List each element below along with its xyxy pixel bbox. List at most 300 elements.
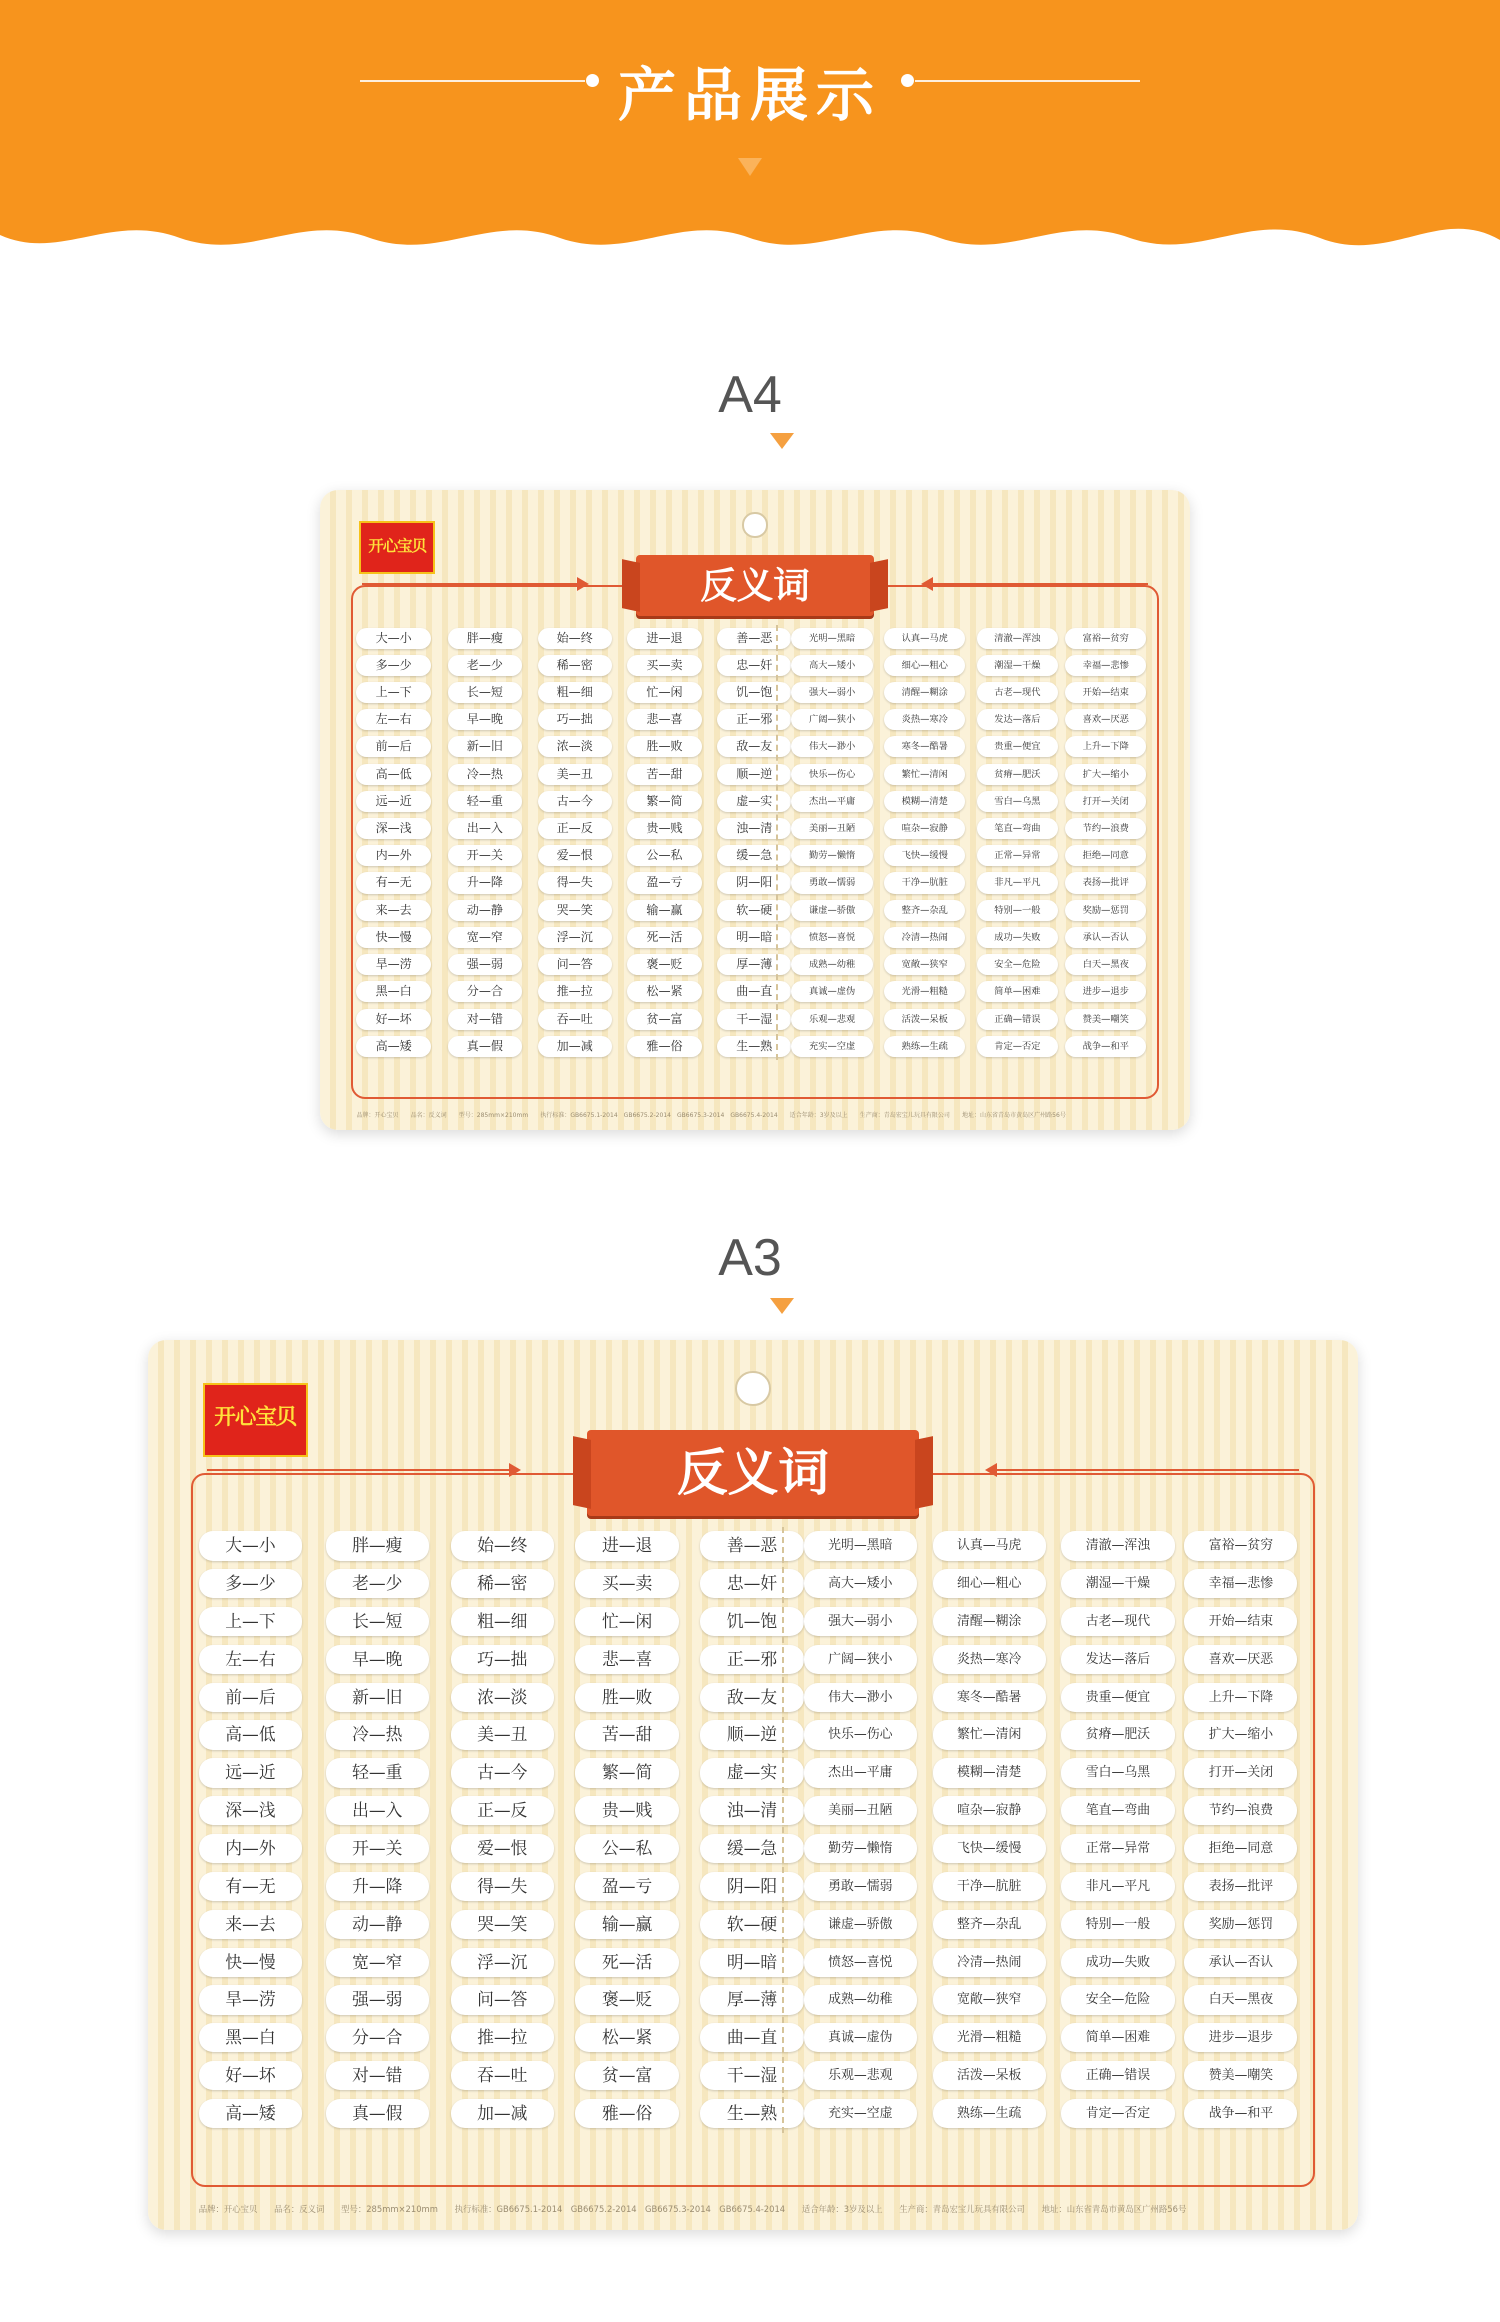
antonym-pair: 美—丑 — [451, 1720, 554, 1749]
antonym-pair: 古老—现代 — [977, 682, 1058, 703]
antonym-pair: 粗—细 — [538, 682, 612, 703]
antonym-pair: 黑—白 — [356, 981, 430, 1002]
antonym-pair: 爱—恨 — [538, 845, 612, 866]
antonym-pair: 悲—喜 — [627, 709, 701, 730]
banner-background — [0, 0, 1500, 265]
antonym-pair: 得—失 — [538, 872, 612, 893]
antonym-pair: 繁—简 — [627, 791, 701, 812]
antonym-pair: 飞快—缓慢 — [933, 1834, 1046, 1863]
antonym-pair: 高—低 — [199, 1720, 302, 1749]
antonym-pair: 广阔—狭小 — [791, 709, 872, 730]
word-column — [977, 628, 1058, 1057]
antonym-pair: 安全—危险 — [1061, 1985, 1174, 2014]
antonym-pair: 上—下 — [199, 1607, 302, 1636]
antonym-pair: 输—赢 — [575, 1910, 678, 1939]
antonym-pair: 强大—弱小 — [804, 1607, 917, 1636]
antonym-pair: 动—静 — [448, 900, 522, 921]
antonym-pair: 远—近 — [199, 1758, 302, 1787]
antonym-pair: 赞美—嘲笑 — [1184, 2061, 1297, 2090]
antonym-pair: 高—矮 — [356, 1036, 430, 1057]
word-column — [1184, 1531, 1297, 2128]
antonym-pair: 买—卖 — [575, 1569, 678, 1598]
antonym-pair: 巧—拙 — [538, 709, 612, 730]
antonym-pair: 承认—否认 — [1065, 927, 1146, 948]
antonym-pair: 模糊—清楚 — [933, 1758, 1046, 1787]
antonym-pair: 老—少 — [326, 1569, 429, 1598]
antonym-pair: 真—假 — [448, 1036, 522, 1057]
antonym-pair: 干—湿 — [717, 1009, 791, 1030]
antonym-pair: 拒绝—同意 — [1065, 845, 1146, 866]
antonym-pair: 肯定—否定 — [977, 1036, 1058, 1057]
antonym-pair: 贫—富 — [627, 1009, 701, 1030]
antonym-pair: 胖—瘦 — [326, 1531, 429, 1560]
antonym-pair: 公—私 — [575, 1834, 678, 1863]
antonym-pair: 阴—阳 — [717, 872, 791, 893]
antonym-pair: 加—减 — [538, 1036, 612, 1057]
antonym-pair: 吞—吐 — [451, 2061, 554, 2090]
antonym-pair: 特别—一般 — [977, 900, 1058, 921]
antonym-pair: 开始—结束 — [1184, 1607, 1297, 1636]
antonym-pair: 承认—否认 — [1184, 1948, 1297, 1977]
antonym-pair: 强大—弱小 — [791, 682, 872, 703]
antonym-pair: 推—拉 — [538, 981, 612, 1002]
antonym-pair: 快乐—伤心 — [804, 1720, 917, 1749]
antonym-pair: 伟大—渺小 — [791, 736, 872, 757]
size-label-a3: A3 — [718, 1229, 782, 1287]
hanging-hole-icon — [742, 512, 767, 537]
antonym-pair: 长—短 — [448, 682, 522, 703]
antonym-pair: 浊—清 — [700, 1796, 803, 1825]
word-column — [1065, 628, 1146, 1057]
antonym-pair: 胜—败 — [575, 1683, 678, 1712]
antonym-pair: 成功—失败 — [1061, 1948, 1174, 1977]
antonym-pair: 正—邪 — [717, 709, 791, 730]
board-title: 反义词 — [587, 1430, 919, 1516]
antonym-pair: 买—卖 — [627, 655, 701, 676]
antonym-pair: 贵重—便宜 — [1061, 1683, 1174, 1712]
antonym-pair: 大—小 — [356, 628, 430, 649]
banner — [0, 0, 1500, 265]
word-column — [717, 628, 791, 1057]
antonym-pair: 软—硬 — [700, 1910, 803, 1939]
antonym-pair: 稀—密 — [451, 1569, 554, 1598]
antonym-pair: 稀—密 — [538, 655, 612, 676]
antonym-pair: 高大—矮小 — [804, 1569, 917, 1598]
antonym-pair: 敌—友 — [700, 1683, 803, 1712]
antonym-pair: 愤怒—喜悦 — [791, 927, 872, 948]
antonym-pair: 顺—逆 — [717, 764, 791, 785]
antonym-pair: 高—低 — [356, 764, 430, 785]
antonym-pair: 富裕—贫穷 — [1184, 1531, 1297, 1560]
antonym-pair: 吞—吐 — [538, 1009, 612, 1030]
column-divider — [782, 1527, 784, 2133]
antonym-pair: 上升—下降 — [1184, 1683, 1297, 1712]
antonym-pair: 虚—实 — [717, 791, 791, 812]
antonym-pair: 进步—退步 — [1184, 2023, 1297, 2052]
antonym-pair: 分—合 — [448, 981, 522, 1002]
antonym-pair: 战争—和平 — [1184, 2099, 1297, 2128]
antonym-pair: 炎热—寒冷 — [933, 1645, 1046, 1674]
antonym-pair: 扩大—缩小 — [1065, 764, 1146, 785]
antonym-pair: 新—旧 — [448, 736, 522, 757]
antonym-pair: 顺—逆 — [700, 1720, 803, 1749]
antonym-pair: 曲—直 — [700, 2023, 803, 2052]
antonym-pair: 冷清—热闹 — [933, 1948, 1046, 1977]
antonym-pair: 幸福—悲惨 — [1065, 655, 1146, 676]
triangle-down-icon — [770, 1298, 794, 1314]
antonym-pair: 勤劳—懒惰 — [791, 845, 872, 866]
antonym-pair: 胜—败 — [627, 736, 701, 757]
antonym-pair: 繁忙—清闲 — [933, 1720, 1046, 1749]
antonym-pair: 正确—错误 — [977, 1009, 1058, 1030]
word-column — [933, 1531, 1046, 2128]
antonym-pair: 清澈—浑浊 — [1061, 1531, 1174, 1560]
antonym-pair: 活泼—呆板 — [884, 1009, 965, 1030]
antonym-pair: 愤怒—喜悦 — [804, 1948, 917, 1977]
word-column — [538, 628, 612, 1057]
antonym-pair: 宽—窄 — [448, 927, 522, 948]
antonym-pair: 喧杂—寂静 — [884, 818, 965, 839]
antonym-pair: 浓—淡 — [451, 1683, 554, 1712]
antonym-pair: 高—矮 — [199, 2099, 302, 2128]
antonym-pair: 浮—沉 — [451, 1948, 554, 1977]
word-column — [884, 628, 965, 1057]
antonym-pair: 飞快—缓慢 — [884, 845, 965, 866]
antonym-pair: 松—紧 — [575, 2023, 678, 2052]
antonym-pair: 真诚—虚伪 — [804, 2023, 917, 2052]
antonym-pair: 喧杂—寂静 — [933, 1796, 1046, 1825]
antonym-pair: 寒冬—酷暑 — [884, 736, 965, 757]
word-column — [791, 628, 872, 1057]
antonym-pair: 谦虚—骄傲 — [804, 1910, 917, 1939]
word-column — [448, 628, 522, 1057]
antonym-pair: 寒冬—酷暑 — [933, 1683, 1046, 1712]
antonym-pair: 繁忙—清闲 — [884, 764, 965, 785]
antonym-pair: 轻—重 — [448, 791, 522, 812]
antonym-pair: 死—活 — [627, 927, 701, 948]
antonym-pair: 正—邪 — [700, 1645, 803, 1674]
antonym-pair: 内—外 — [356, 845, 430, 866]
word-column — [451, 1531, 554, 2128]
antonym-pair: 熟练—生疏 — [884, 1036, 965, 1057]
antonym-pair: 缓—急 — [717, 845, 791, 866]
antonym-pair: 始—终 — [538, 628, 612, 649]
antonym-pair: 繁—简 — [575, 1758, 678, 1787]
antonym-pair: 发达—落后 — [977, 709, 1058, 730]
antonym-pair: 浊—清 — [717, 818, 791, 839]
antonym-pair: 大—小 — [199, 1531, 302, 1560]
antonym-pair: 扩大—缩小 — [1184, 1720, 1297, 1749]
antonym-pair: 旱—涝 — [356, 954, 430, 975]
antonym-pair: 轻—重 — [326, 1758, 429, 1787]
antonym-pair: 始—终 — [451, 1531, 554, 1560]
size-label-a4: A4 — [718, 366, 782, 424]
antonym-pair: 古—今 — [451, 1758, 554, 1787]
antonym-pair: 勇敢—懦弱 — [804, 1872, 917, 1901]
antonym-pair: 软—硬 — [717, 900, 791, 921]
antonym-pair: 忠—奸 — [700, 1569, 803, 1598]
antonym-pair: 死—活 — [575, 1948, 678, 1977]
arrow-left-icon — [987, 1469, 1299, 1471]
antonym-pair: 来—去 — [199, 1910, 302, 1939]
antonym-pair: 古老—现代 — [1061, 1607, 1174, 1636]
antonym-pair: 笔直—弯曲 — [1061, 1796, 1174, 1825]
antonym-pair: 认真—马虎 — [884, 628, 965, 649]
antonym-pair: 多—少 — [356, 655, 430, 676]
antonym-pair: 炎热—寒冷 — [884, 709, 965, 730]
antonym-pair: 赞美—嘲笑 — [1065, 1009, 1146, 1030]
antonym-pair: 真—假 — [326, 2099, 429, 2128]
antonym-pair: 苦—甜 — [627, 764, 701, 785]
antonym-pair: 长—短 — [326, 1607, 429, 1636]
antonym-pair: 早—晚 — [448, 709, 522, 730]
antonym-pair: 明—暗 — [700, 1948, 803, 1977]
antonym-pair: 乐观—悲观 — [791, 1009, 872, 1030]
antonym-pair: 正—反 — [538, 818, 612, 839]
antonym-pair: 节约—浪费 — [1184, 1796, 1297, 1825]
antonym-pair: 充实—空虚 — [791, 1036, 872, 1057]
antonym-pair: 打开—关闭 — [1184, 1758, 1297, 1787]
antonym-pair: 上升—下降 — [1065, 736, 1146, 757]
triangle-down-icon — [770, 433, 794, 449]
antonym-pair: 进步—退步 — [1065, 981, 1146, 1002]
antonym-pair: 宽敞—狭窄 — [933, 1985, 1046, 2014]
antonym-pair: 上—下 — [356, 682, 430, 703]
antonym-pair: 忙—闲 — [627, 682, 701, 703]
antonym-pair: 浮—沉 — [538, 927, 612, 948]
antonym-pair: 进—退 — [627, 628, 701, 649]
antonym-pair: 乐观—悲观 — [804, 2061, 917, 2090]
word-column — [326, 1531, 429, 2128]
antonym-pair: 褒—贬 — [575, 1985, 678, 2014]
antonym-pair: 生—熟 — [717, 1036, 791, 1057]
antonym-pair: 问—答 — [451, 1985, 554, 2014]
antonym-pair: 表扬—批评 — [1184, 1872, 1297, 1901]
antonym-pair: 节约—浪费 — [1065, 818, 1146, 839]
antonym-pair: 松—紧 — [627, 981, 701, 1002]
word-column — [700, 1531, 803, 2128]
antonym-pair: 表扬—批评 — [1065, 872, 1146, 893]
antonym-pair: 光明—黑暗 — [804, 1531, 917, 1560]
antonym-pair: 开始—结束 — [1065, 682, 1146, 703]
antonym-pair: 升—降 — [448, 872, 522, 893]
antonym-pair: 简单—困难 — [1061, 2023, 1174, 2052]
antonym-pair: 进—退 — [575, 1531, 678, 1560]
antonym-pair: 真诚—虚伪 — [791, 981, 872, 1002]
antonym-pair: 光滑—粗糙 — [884, 981, 965, 1002]
antonym-pair: 左—右 — [356, 709, 430, 730]
antonym-pair: 细心—粗心 — [933, 1569, 1046, 1598]
antonym-pair: 雅—俗 — [627, 1036, 701, 1057]
antonym-pair: 雪白—乌黑 — [1061, 1758, 1174, 1787]
antonym-pair: 输—赢 — [627, 900, 701, 921]
antonym-pair: 胖—瘦 — [448, 628, 522, 649]
antonym-pair: 开—关 — [326, 1834, 429, 1863]
word-column — [804, 1531, 917, 2128]
antonym-pair: 整齐—杂乱 — [933, 1910, 1046, 1939]
antonym-pair: 冷清—热闹 — [884, 927, 965, 948]
antonym-pair: 哭—笑 — [538, 900, 612, 921]
word-column — [356, 628, 430, 1057]
antonym-pair: 活泼—呆板 — [933, 2061, 1046, 2090]
antonym-pair: 深—浅 — [199, 1796, 302, 1825]
antonym-pair: 宽敞—狭窄 — [884, 954, 965, 975]
antonym-pair: 好—坏 — [199, 2061, 302, 2090]
antonym-pair: 粗—细 — [451, 1607, 554, 1636]
antonym-pair: 富裕—贫穷 — [1065, 628, 1146, 649]
antonym-pair: 远—近 — [356, 791, 430, 812]
antonym-pair: 加—减 — [451, 2099, 554, 2128]
board-a3 — [148, 1340, 1358, 2230]
brand-logo: 开心宝贝 — [203, 1383, 308, 1457]
antonym-pair: 有—无 — [356, 872, 430, 893]
antonym-pair: 忙—闲 — [575, 1607, 678, 1636]
board-a4 — [320, 490, 1190, 1130]
antonym-pair: 成熟—幼稚 — [791, 954, 872, 975]
antonym-pair: 伟大—渺小 — [804, 1683, 917, 1712]
word-column — [199, 1531, 302, 2128]
antonym-pair: 潮湿—干燥 — [977, 655, 1058, 676]
antonym-pair: 贫瘠—肥沃 — [977, 764, 1058, 785]
board-title: 反义词 — [636, 555, 875, 617]
antonym-pair: 非凡—平凡 — [977, 872, 1058, 893]
antonym-pair: 老—少 — [448, 655, 522, 676]
antonym-pair: 正常—异常 — [977, 845, 1058, 866]
antonym-pair: 内—外 — [199, 1834, 302, 1863]
arrow-right-icon — [207, 1469, 519, 1471]
antonym-pair: 贵—贱 — [627, 818, 701, 839]
antonym-pair: 早—晚 — [326, 1645, 429, 1674]
word-column — [575, 1531, 678, 2128]
antonym-pair: 厚—薄 — [700, 1985, 803, 2014]
antonym-pair: 干净—肮脏 — [884, 872, 965, 893]
column-divider — [776, 625, 778, 1061]
antonym-pair: 白天—黑夜 — [1184, 1985, 1297, 2014]
antonym-pair: 缓—急 — [700, 1834, 803, 1863]
antonym-pair: 充实—空虚 — [804, 2099, 917, 2128]
antonym-pair: 古—今 — [538, 791, 612, 812]
antonym-pair: 清醒—糊涂 — [933, 1607, 1046, 1636]
antonym-pair: 厚—薄 — [717, 954, 791, 975]
antonym-pair: 强—弱 — [326, 1985, 429, 2014]
antonym-pair: 雪白—乌黑 — [977, 791, 1058, 812]
board-footer: 品牌：开心宝贝 品名：反义词 型号：285mm×210mm 执行标准：GB6675.1-2014 GB6675.2-2014 GB6675.3-2014 GB6675.4-2014 适合年龄：3岁及以上 生产商：青岛宏宝儿玩具有限公司 地址：山东省青岛市黄岛区广州路56号 — [198, 2203, 1187, 2214]
word-column — [627, 628, 701, 1057]
antonym-pair: 安全—危险 — [977, 954, 1058, 975]
antonym-pair: 干净—肮脏 — [933, 1872, 1046, 1901]
antonym-pair: 幸福—悲惨 — [1184, 1569, 1297, 1598]
antonym-pair: 谦虚—骄傲 — [791, 900, 872, 921]
board-footer: 品牌：开心宝贝 品名：反义词 型号：285mm×210mm 执行标准：GB6675.1-2014 GB6675.2-2014 GB6675.3-2014 GB6675.4-2014 适合年龄：3岁及以上 生产商：青岛宏宝儿玩具有限公司 地址：山东省青岛市黄岛区广州路56号 — [356, 1112, 1066, 1120]
hanging-hole-icon — [735, 1371, 770, 1406]
antonym-pair: 问—答 — [538, 954, 612, 975]
antonym-pair: 熟练—生疏 — [933, 2099, 1046, 2128]
antonym-pair: 升—降 — [326, 1872, 429, 1901]
antonym-pair: 多—少 — [199, 1569, 302, 1598]
antonym-pair: 左—右 — [199, 1645, 302, 1674]
antonym-pair: 奖励—惩罚 — [1065, 900, 1146, 921]
antonym-pair: 清澈—浑浊 — [977, 628, 1058, 649]
antonym-pair: 善—恶 — [700, 1531, 803, 1560]
antonym-pair: 冷—热 — [326, 1720, 429, 1749]
antonym-pair: 正确—错误 — [1061, 2061, 1174, 2090]
antonym-pair: 贵重—便宜 — [977, 736, 1058, 757]
antonym-pair: 光明—黑暗 — [791, 628, 872, 649]
antonym-pair: 推—拉 — [451, 2023, 554, 2052]
antonym-pair: 奖励—惩罚 — [1184, 1910, 1297, 1939]
antonym-pair: 贵—贱 — [575, 1796, 678, 1825]
antonym-pair: 旱—涝 — [199, 1985, 302, 2014]
antonym-pair: 正常—异常 — [1061, 1834, 1174, 1863]
antonym-pair: 出—入 — [448, 818, 522, 839]
antonym-pair: 认真—马虎 — [933, 1531, 1046, 1560]
arrow-left-icon — [923, 583, 1148, 585]
antonym-pair: 爱—恨 — [451, 1834, 554, 1863]
antonym-pair: 贫—富 — [575, 2061, 678, 2090]
antonym-pair: 快—慢 — [199, 1948, 302, 1977]
antonym-pair: 冷—热 — [448, 764, 522, 785]
brand-logo: 开心宝贝 — [359, 521, 435, 574]
antonym-pair: 杰出—平庸 — [791, 791, 872, 812]
antonym-pair: 明—暗 — [717, 927, 791, 948]
antonym-pair: 来—去 — [356, 900, 430, 921]
antonym-pair: 高大—矮小 — [791, 655, 872, 676]
antonym-pair: 盈—亏 — [627, 872, 701, 893]
antonym-pair: 黑—白 — [199, 2023, 302, 2052]
antonym-pair: 动—静 — [326, 1910, 429, 1939]
antonym-pair: 前—后 — [199, 1683, 302, 1712]
antonym-pair: 肯定—否定 — [1061, 2099, 1174, 2128]
antonym-pair: 公—私 — [627, 845, 701, 866]
antonym-pair: 特别—一般 — [1061, 1910, 1174, 1939]
antonym-pair: 发达—落后 — [1061, 1645, 1174, 1674]
antonym-pair: 喜欢—厌恶 — [1184, 1645, 1297, 1674]
antonym-pair: 宽—窄 — [326, 1948, 429, 1977]
antonym-pair: 忠—奸 — [717, 655, 791, 676]
antonym-pair: 清醒—糊涂 — [884, 682, 965, 703]
antonym-pair: 广阔—狭小 — [804, 1645, 917, 1674]
antonym-pair: 简单—困难 — [977, 981, 1058, 1002]
antonym-pair: 得—失 — [451, 1872, 554, 1901]
antonym-pair: 生—熟 — [700, 2099, 803, 2128]
antonym-pair: 快—慢 — [356, 927, 430, 948]
banner-title: 产品展示 — [617, 61, 882, 129]
antonym-pair: 光滑—粗糙 — [933, 2023, 1046, 2052]
antonym-pair: 雅—俗 — [575, 2099, 678, 2128]
antonym-pair: 美丽—丑陋 — [804, 1796, 917, 1825]
antonym-pair: 阴—阳 — [700, 1872, 803, 1901]
antonym-pair: 勤劳—懒惰 — [804, 1834, 917, 1863]
antonym-pair: 善—恶 — [717, 628, 791, 649]
antonym-pair: 褒—贬 — [627, 954, 701, 975]
antonym-pair: 有—无 — [199, 1872, 302, 1901]
antonym-pair: 哭—笑 — [451, 1910, 554, 1939]
antonym-pair: 干—湿 — [700, 2061, 803, 2090]
antonym-pair: 饥—饱 — [717, 682, 791, 703]
antonym-pair: 模糊—清楚 — [884, 791, 965, 812]
antonym-pair: 曲—直 — [717, 981, 791, 1002]
antonym-pair: 成功—失败 — [977, 927, 1058, 948]
antonym-pair: 非凡—平凡 — [1061, 1872, 1174, 1901]
antonym-pair: 好—坏 — [356, 1009, 430, 1030]
antonym-pair: 开—关 — [448, 845, 522, 866]
antonym-pair: 对—错 — [448, 1009, 522, 1030]
antonym-pair: 美—丑 — [538, 764, 612, 785]
antonym-pair: 正—反 — [451, 1796, 554, 1825]
antonym-pair: 细心—粗心 — [884, 655, 965, 676]
antonym-pair: 战争—和平 — [1065, 1036, 1146, 1057]
antonym-pair: 贫瘠—肥沃 — [1061, 1720, 1174, 1749]
